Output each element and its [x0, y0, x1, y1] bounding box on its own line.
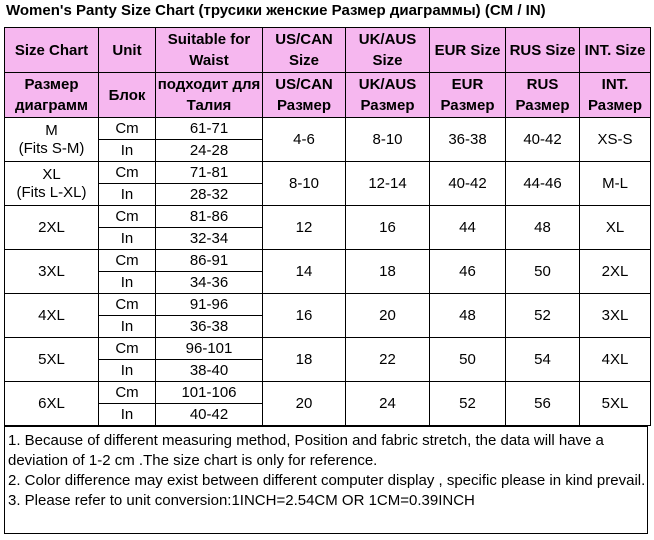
unit-cm: Cm	[99, 382, 156, 404]
size-cell	[5, 250, 99, 294]
uk-aus-size: 12-14	[346, 162, 430, 206]
header-row-russian	[5, 73, 651, 118]
header-rus: RUS Size	[506, 28, 580, 73]
header-size-chart: Size Chart	[5, 28, 99, 73]
eur-size: 46	[430, 250, 506, 294]
int-size: XS-S	[580, 118, 651, 162]
size-fits-label: (Fits S-M)	[18, 139, 85, 157]
eur-size: 48	[430, 294, 506, 338]
header-unit: Unit	[99, 28, 156, 73]
waist-in: 28-32	[156, 184, 263, 206]
size-label: 2XL	[38, 218, 65, 236]
note-line: 2. Color difference may exist between different computer display , specific please in kind prevail.	[8, 472, 646, 489]
rus-size: 50	[506, 250, 580, 294]
header-row-english	[5, 28, 651, 73]
table-row	[5, 294, 651, 316]
unit-in: In	[99, 316, 156, 338]
size-label: 3XL	[38, 262, 65, 280]
table-row	[5, 118, 651, 140]
table-row	[5, 338, 651, 360]
us-can-size: 18	[263, 338, 346, 382]
unit-in: In	[99, 184, 156, 206]
rus-size: 44-46	[506, 162, 580, 206]
header-eur: EUR Размер	[430, 73, 506, 118]
us-can-size: 8-10	[263, 162, 346, 206]
unit-cm: Cm	[99, 162, 156, 184]
header-uk-aus: UK/AUS Размер	[346, 73, 430, 118]
header-us-can: US/CAN Размер	[263, 73, 346, 118]
int-size: 3XL	[580, 294, 651, 338]
us-can-size: 20	[263, 382, 346, 426]
waist-in: 24-28	[156, 140, 263, 162]
uk-aus-size: 24	[346, 382, 430, 426]
rus-size: 40-42	[506, 118, 580, 162]
uk-aus-size: 18	[346, 250, 430, 294]
header-int: INT. Size	[580, 28, 651, 73]
unit-cm: Cm	[99, 294, 156, 316]
waist-in: 36-38	[156, 316, 263, 338]
eur-size: 50	[430, 338, 506, 382]
header-eur: EUR Size	[430, 28, 506, 73]
waist-in: 40-42	[156, 404, 263, 426]
us-can-size: 12	[263, 206, 346, 250]
uk-aus-size: 16	[346, 206, 430, 250]
waist-in: 32-34	[156, 228, 263, 250]
waist-cm: 101-106	[156, 382, 263, 404]
size-cell	[5, 382, 99, 426]
int-size: 2XL	[580, 250, 651, 294]
uk-aus-size: 8-10	[346, 118, 430, 162]
size-label: XL	[42, 165, 61, 183]
unit-in: In	[99, 272, 156, 294]
header-waist: Suitable for Waist	[156, 28, 263, 73]
note-line: 3. Please refer to unit conversion:1INCH=2.54CM OR 1CM=0.39INCH	[8, 492, 475, 509]
unit-cm: Cm	[99, 338, 156, 360]
size-cell	[5, 206, 99, 250]
int-size: XL	[580, 206, 651, 250]
size-cell	[5, 338, 99, 382]
waist-cm: 96-101	[156, 338, 263, 360]
rus-size: 54	[506, 338, 580, 382]
waist-cm: 91-96	[156, 294, 263, 316]
waist-cm: 81-86	[156, 206, 263, 228]
unit-in: In	[99, 140, 156, 162]
waist-cm: 86-91	[156, 250, 263, 272]
header-uk-aus: UK/AUS Size	[346, 28, 430, 73]
eur-size: 36-38	[430, 118, 506, 162]
unit-cm: Cm	[99, 206, 156, 228]
rus-size: 52	[506, 294, 580, 338]
eur-size: 52	[430, 382, 506, 426]
waist-in: 34-36	[156, 272, 263, 294]
us-can-size: 14	[263, 250, 346, 294]
size-cell	[5, 294, 99, 338]
header-unit: Блок	[99, 73, 156, 118]
rus-size: 56	[506, 382, 580, 426]
us-can-size: 4-6	[263, 118, 346, 162]
size-cell	[5, 118, 99, 162]
size-chart-table	[4, 27, 651, 426]
table-row	[5, 206, 651, 228]
size-label: 5XL	[38, 350, 65, 368]
note-line: 1. Because of different measuring method, Position and fabric stretch, the data will have a deviation of 1-2 cm .The size chart is only for reference.	[8, 432, 604, 469]
int-size: 4XL	[580, 338, 651, 382]
table-row	[5, 382, 651, 404]
size-fits-label: (Fits L-XL)	[16, 183, 87, 201]
header-size-chart: Размер диаграмм	[5, 73, 99, 118]
eur-size: 40-42	[430, 162, 506, 206]
unit-in: In	[99, 360, 156, 382]
us-can-size: 16	[263, 294, 346, 338]
size-label: M	[45, 121, 58, 139]
eur-size: 44	[430, 206, 506, 250]
uk-aus-size: 22	[346, 338, 430, 382]
unit-cm: Cm	[99, 250, 156, 272]
unit-in: In	[99, 228, 156, 250]
page-title: Women's Panty Size Chart (трусики женские Размер диаграммы) (CM / IN)	[6, 2, 546, 19]
header-int: INT. Размер	[580, 73, 651, 118]
unit-in: In	[99, 404, 156, 426]
notes-box	[4, 426, 648, 534]
header-waist: подходит для Талия	[156, 73, 263, 118]
waist-in: 38-40	[156, 360, 263, 382]
int-size: M-L	[580, 162, 651, 206]
unit-cm: Cm	[99, 118, 156, 140]
waist-cm: 71-81	[156, 162, 263, 184]
header-rus: RUS Размер	[506, 73, 580, 118]
size-label: 4XL	[38, 306, 65, 324]
waist-cm: 61-71	[156, 118, 263, 140]
uk-aus-size: 20	[346, 294, 430, 338]
int-size: 5XL	[580, 382, 651, 426]
header-us-can: US/CAN Size	[263, 28, 346, 73]
rus-size: 48	[506, 206, 580, 250]
size-label: 6XL	[38, 394, 65, 412]
table-row	[5, 162, 651, 184]
size-cell	[5, 162, 99, 206]
table-row	[5, 250, 651, 272]
